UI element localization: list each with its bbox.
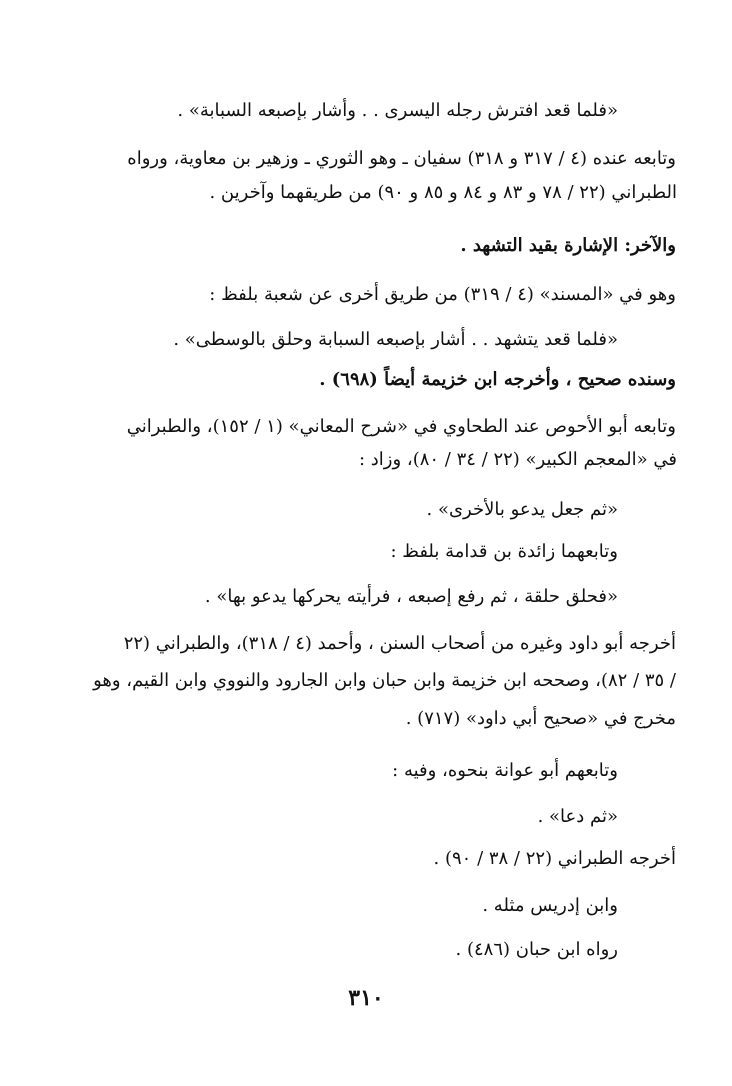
text-line: وابن إدريس مثله . [482, 895, 618, 916]
text-line: «فلما قعد افترش رجله اليسرى . . وأشار بإصبعه السبابة» . [177, 100, 618, 121]
text-line: «ثم جعل يدعو بالأخرى» . [426, 499, 618, 520]
text-line: وتابعه أبو الأحوص عند الطحاوي في «شرح المعاني» (١ / ١٥٢)، والطبراني [126, 416, 676, 437]
text-line: والآخر: الإشارة بقيد التشهد . [460, 235, 676, 256]
text-line: / ٣٥ / ٨٢)، وصححه ابن خزيمة وابن حبان وابن الجارود والنووي وابن القيم، وهو [93, 670, 676, 691]
text-line: مخرج في «صحيح أبي داود» (٧١٧) . [405, 708, 676, 729]
text-line: وتابعهم أبو عوانة بنحوه، وفيه : [392, 760, 618, 781]
text-line: أخرجه الطبراني (٢٢ / ٣٨ / ٩٠) . [433, 848, 676, 869]
text-line: رواه ابن حبان (٤٨٦) . [455, 939, 618, 960]
text-line: «ثم دعا» . [537, 806, 618, 827]
page-number: ٣١٠ [348, 985, 384, 1011]
text-line: «فحلق حلقة ، ثم رفع إصبعه ، فرأيته يحركها يدعو بها» . [204, 586, 618, 607]
text-line: وتابعه عنده (٤ / ٣١٧ و ٣١٨) سفيان ـ وهو الثوري ـ وزهير بن معاوية، ورواه [127, 148, 676, 169]
text-line: في «المعجم الكبير» (٢٢ / ٣٤ / ٨٠)، وزاد : [358, 449, 677, 470]
text-line: الطبراني (٢٢ / ٧٨ و ٨٣ و ٨٤ و ٨٥ و ٩٠) من طريقهما وآخرين . [209, 182, 677, 203]
text-line: وتابعهما زائدة بن قدامة بلفظ : [390, 541, 618, 562]
text-line: وسنده صحيح ، وأخرجه ابن خزيمة أيضاً (٦٩٨) . [319, 369, 676, 390]
text-line: أخرجه أبو داود وغيره من أصحاب السنن ، وأحمد (٤ / ٣١٨)، والطبراني (٢٢ [123, 633, 676, 654]
text-line: «فلما قعد يتشهد . . أشار بإصبعه السبابة وحلق بالوسطى» . [173, 329, 618, 350]
text-line: وهو في «المسند» (٤ / ٣١٩) من طريق أخرى عن شعبة بلفظ : [209, 284, 676, 305]
